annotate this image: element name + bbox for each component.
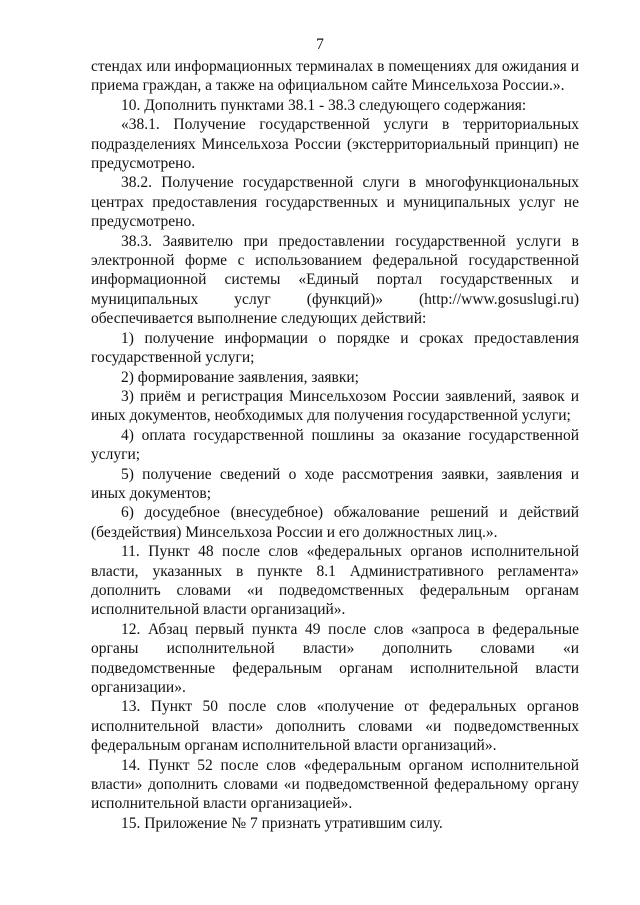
paragraph-38-1: «38.1. Получение государственной услуги в территориальных подразделениях Минсельхоза России (экстерриториальный принцип) не предусмотрено. <box>91 116 579 173</box>
paragraph-38-2: 38.2. Получение государственной слуги в многофункциональных центрах предоставления государственных и муниципальных услуг не предусмотрено. <box>91 174 579 231</box>
list-item-6: 6) досудебное (внесудебное) обжалование решений и действий (бездействия) Минсельхоза России и его должностных лиц.». <box>91 504 579 541</box>
paragraph-item-12: 12. Абзац первый пункта 49 после слов «запроса в федеральные органы исполнительной власти» дополнить словами «и подведомственные федеральным органам исполнительной власти организации». <box>91 620 579 696</box>
list-item-2: 2) формирование заявления, заявки; <box>121 368 359 386</box>
list-item-5: 5) получение сведений о ходе рассмотрения заявки, заявления и иных документов; <box>91 465 579 502</box>
paragraph-item-14: 14. Пункт 52 после слов «федеральным органом исполнительной власти» дополнить словами «и подведомственной федеральному органу исполнительной власти организацией». <box>91 756 579 813</box>
paragraph-item-15: 15. Приложение № 7 признать утратившим силу. <box>121 814 443 832</box>
paragraph-38-3: 38.3. Заявителю при предоставлении государственной услуги в электронной форме с использованием федеральной государственной информационной системы «Единый портал государственных и муниципальных услуг (функций)» (http://www.gosuslugi.ru) обеспечивается выполнение следующих действий: <box>91 232 579 328</box>
paragraph-item-10: 10. Дополнить пунктами 38.1 - 38.3 следующего содержания: <box>121 96 527 114</box>
list-item-4: 4) оплата государственной пошлины за оказание государственной услуги; <box>91 426 579 464</box>
paragraph-item-13: 13. Пункт 50 после слов «получение от федеральных органов исполнительной власти» дополнить словами «и подведомственных федеральным органам исполнительной власти организаций». <box>91 698 579 755</box>
paragraph-item-11: 11. Пункт 48 после слов «федеральных органов исполнительной власти, указанных в пункте 8.1 Административного регламента» дополнить словами «и подведомственных федеральным органам исполнительной власти организаций». <box>91 543 579 619</box>
list-item-1: 1) получение информации о порядке и сроках предоставления государственной услуги; <box>91 329 579 367</box>
paragraph-continuation: стендах или информационных терминалах в помещениях для ожидания и приема граждан, а также на официальном сайте Минсельхоза России.». <box>91 58 579 95</box>
list-item-3: 3) приём и регистрация Минсельхозом России заявлений, заявок и иных документов, необходимых для получения государственной услуги; <box>91 387 579 425</box>
document-body <box>91 57 579 833</box>
page-number: 7 <box>316 36 324 53</box>
